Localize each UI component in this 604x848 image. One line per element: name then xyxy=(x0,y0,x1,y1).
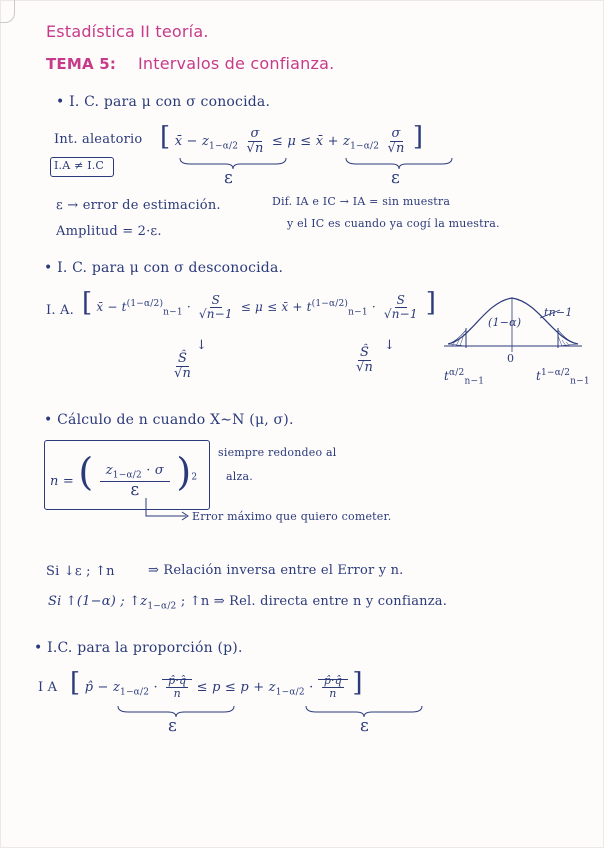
section5-heading: • I.C. para la proporción (p). xyxy=(34,640,243,656)
z-symbol: z xyxy=(105,462,113,478)
shat-den-left: √n xyxy=(174,365,192,381)
shat-frac-left xyxy=(170,352,195,380)
direct-relation-line xyxy=(48,594,447,612)
epsilon-right-5: ε xyxy=(360,716,370,736)
t-left-quantile xyxy=(444,368,484,386)
unknown-sigma-mid: ≤ μ ≤ x̄ + t xyxy=(240,300,312,314)
epsilon-denominator: ε xyxy=(130,479,140,500)
sample-size-formula: n = ( $\frac{z_{1-\alpha/2} \cdot \sigma}{\varepsilon}$ )$^2$ xyxy=(50,450,198,500)
ia-ic-difference-line2: y el IC es cuando ya cogí la muestra. xyxy=(287,217,500,230)
shat-num-left: Ŝ xyxy=(177,351,188,366)
unknown-sigma-num-left: S xyxy=(211,293,221,308)
max-error-note: Error máximo que quiero cometer. xyxy=(192,510,392,523)
proportion-lhs-sub: 1−α/2 xyxy=(120,687,150,698)
unknown-sigma-lhs-sup: (1−α/2) xyxy=(126,299,164,309)
shat-den-right: √n xyxy=(356,359,374,375)
page-corner-curl xyxy=(0,0,15,23)
n-equals: n = xyxy=(50,474,74,489)
ia-ne-ic-tag: I.A ≠ I.C xyxy=(54,159,105,172)
t-left-quantile-sub: n−1 xyxy=(464,376,485,387)
arrow-down-left: ↓ xyxy=(196,338,208,353)
t-left-quantile-base: t xyxy=(444,369,450,383)
t-dist-zero: 0 xyxy=(507,352,515,365)
unknown-sigma-rhs-sub: n−1 xyxy=(348,307,368,318)
proportion-rhs-sub: 1−α/2 xyxy=(275,687,305,698)
random-interval-label: Int. aleatorio xyxy=(54,132,143,147)
epsilon-left-1: ε xyxy=(224,168,234,188)
known-sigma-lhs-sub: 1−α/2 xyxy=(209,141,239,152)
z-subscript: 1−α/2 xyxy=(112,470,142,481)
t-dist-center-label: (1−α) xyxy=(488,316,522,329)
amplitude-definition: Amplitud = 2·ε. xyxy=(56,224,162,239)
inverse-relation-rhs: ⇒ Relación inversa entre el Error y n. xyxy=(148,563,404,578)
section2-heading: • I. C. para μ con σ desconocida. xyxy=(44,260,284,276)
direct-relation-lhs: Si ↑(1−α) ; ↑z xyxy=(48,594,148,609)
direct-relation-sub: 1−α/2 xyxy=(147,601,177,612)
unknown-sigma-lhs-sub: n−1 xyxy=(163,307,183,318)
unknown-sigma-num-right: S xyxy=(396,293,405,308)
squared-exponent: 2 xyxy=(191,472,198,483)
known-sigma-den-left: √n xyxy=(246,141,264,156)
unknown-sigma-den-right: √n−1 xyxy=(383,307,418,321)
proportion-mid: ≤ p ≤ p + z xyxy=(196,680,276,695)
known-sigma-interval: [ x̄ − $z_{1-\alpha/2}$ $\frac{\sigma}{√n}$ ≤ μ ≤ x̄ + $z_{1-\alpha/2}$ $\frac{\sigma}{√n}$ ] xyxy=(160,122,424,156)
proportion-lhs: p̂ − z xyxy=(84,680,121,695)
t-right-quantile-sup: 1−α/2 xyxy=(541,368,571,378)
shat-frac-right xyxy=(352,346,377,374)
section2-ia-label: I. A. xyxy=(46,303,74,318)
pq-den-left: n xyxy=(173,687,181,700)
pq-num-right: p̂·q̂ xyxy=(323,674,342,688)
section1-heading: • I. C. para μ con σ conocida. xyxy=(56,94,271,110)
epsilon-left-5: ε xyxy=(168,716,178,736)
rounding-note-line1: siempre redondeo al xyxy=(218,446,337,459)
ia-ic-difference-line1: Dif. IA e IC → IA = sin muestra xyxy=(272,195,451,208)
t-left-quantile-sup: α/2 xyxy=(449,368,465,378)
pq-num-left: p̂·q̂ xyxy=(168,674,187,688)
direct-relation-rhs: ; ↑n ⇒ Rel. directa entre n y confianza. xyxy=(180,594,448,609)
times-sigma: · σ xyxy=(146,462,164,478)
t-dist-label: tn−1 xyxy=(544,306,573,319)
section5-ia-label: I A xyxy=(38,680,58,695)
t-right-quantile-base: t xyxy=(536,369,542,383)
t-right-quantile xyxy=(536,368,590,386)
topic-title: Intervalos de confianza. xyxy=(138,54,335,73)
unknown-sigma-interval: [ x̄ − $t^{(1-\alpha/2)}_{n-1}$ · $\frac{S}{√n-1}$ ≤ μ ≤ x̄ + $t^{(1-\alpha/2)}_{n-1}$ · $\frac{S}{√n-1}$ ] xyxy=(82,288,437,321)
known-sigma-den-right: √n xyxy=(387,141,405,156)
known-sigma-num-left: σ xyxy=(250,126,260,142)
inverse-relation-lhs: Si ↓ε ; ↑n xyxy=(46,564,115,579)
unknown-sigma-den-left: √n−1 xyxy=(198,307,233,321)
shat-num-right: Ŝ xyxy=(359,345,370,360)
epsilon-definition: ε → error de estimación. xyxy=(56,198,221,213)
pq-den-right: n xyxy=(329,687,337,700)
known-sigma-lhs: x̄ − z xyxy=(174,134,210,149)
error-arrow xyxy=(140,496,192,522)
known-sigma-mid: ≤ μ ≤ x̄ + z xyxy=(271,134,351,149)
proportion-interval: [ p̂ − $z_{1-\alpha/2}$ · $\frac{p̂\cdot q̂}{n}$ ≤ $p \le p + z_{1-\alpha/2}$ · $\frac{p̂\cdot q̂}{n}$ ] xyxy=(70,668,363,700)
epsilon-right-1: ε xyxy=(391,168,401,188)
topic-label: TEMA 5: xyxy=(46,55,117,73)
known-sigma-num-right: σ xyxy=(391,126,401,142)
t-right-quantile-sub: n−1 xyxy=(570,376,590,387)
known-sigma-rhs-sub: 1−α/2 xyxy=(350,141,380,152)
course-title: Estadística II teoría. xyxy=(46,22,209,41)
rounding-note-line2: alza. xyxy=(226,470,253,483)
section3-heading: • Cálculo de n cuando X∼N (μ, σ). xyxy=(44,412,294,428)
unknown-sigma-rhs-sup: (1−α/2) xyxy=(311,299,349,309)
unknown-sigma-lhs: x̄ − t xyxy=(96,300,127,314)
arrow-down-right: ↓ xyxy=(384,338,396,353)
